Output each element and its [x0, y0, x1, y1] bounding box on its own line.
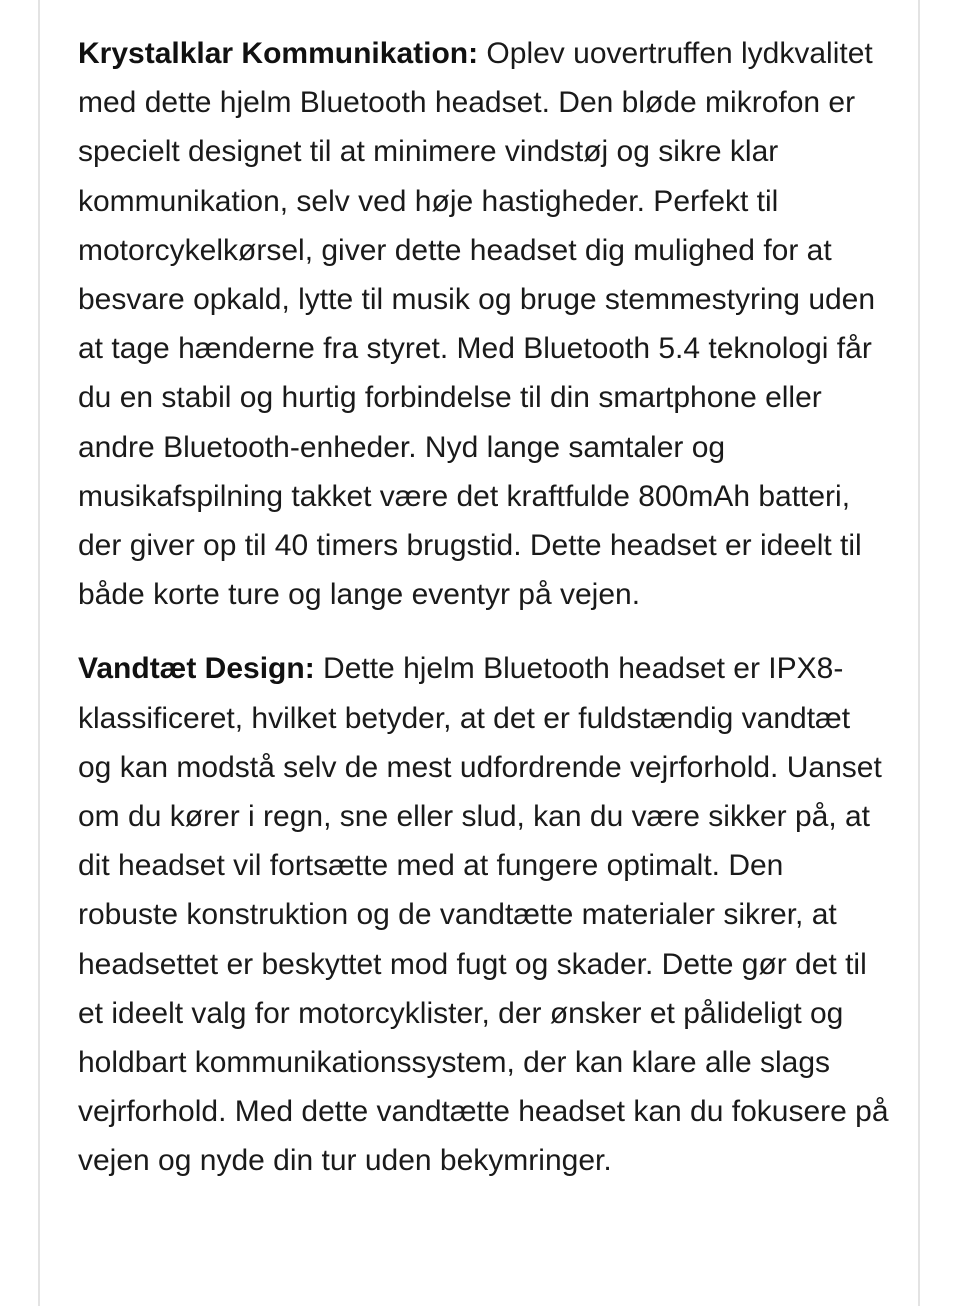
content-card [38, 0, 920, 1306]
product-description [78, 29, 890, 1211]
section-waterproof [78, 644, 890, 1185]
section-heading: Vandtæt Design: [78, 652, 315, 686]
section-heading: Krystalklar Kommunikation: [78, 37, 479, 70]
section-body: Dette hjelm Bluetooth headset er IPX8-klassificeret, hvilket betyder, at det er fuldstændig vandtæt og kan modstå selv de mest udfordrende vejrforhold. Uanset om du kører i regn, sne eller slud, kan du være sikker på, at dit headset vil fortsætte med at fungere optimalt. Den robuste konstruktion og de vandtætte materialer sikrer, at headsettet er beskyttet mod fugt og skader. Dette gør det til et ideelt valg for motorcyklister, der ønsker et pålideligt og holdbart kommunikationssystem, der kan klare alle slags vejrforhold. Med dette vandtætte headset kan du fokusere på vejen og nyde din tur uden bekymringer. [78, 652, 889, 1178]
section-communication [78, 29, 890, 619]
section-body: Oplev uovertruffen lydkvalitet med dette hjelm Bluetooth headset. Den bløde mikrofon er specielt designet til at minimere vindstøj og sikre klar kommunikation, selv ved høje hastigheder. Perfekt til motorcykelkørsel, giver dette headset dig mulighed for at besvare opkald, lytte til musik og bruge stemmestyring uden at tage hænderne fra styret. Med Bluetooth 5.4 teknologi får du en stabil og hurtig forbindelse til din smartphone eller andre Bluetooth-enheder. Nyd lange samtaler og musikafspilning takket være det kraftfulde 800mAh batteri, der giver op til 40 timers brugstid. Dette headset er ideelt til både korte ture og lange eventyr på vejen. [78, 37, 876, 612]
